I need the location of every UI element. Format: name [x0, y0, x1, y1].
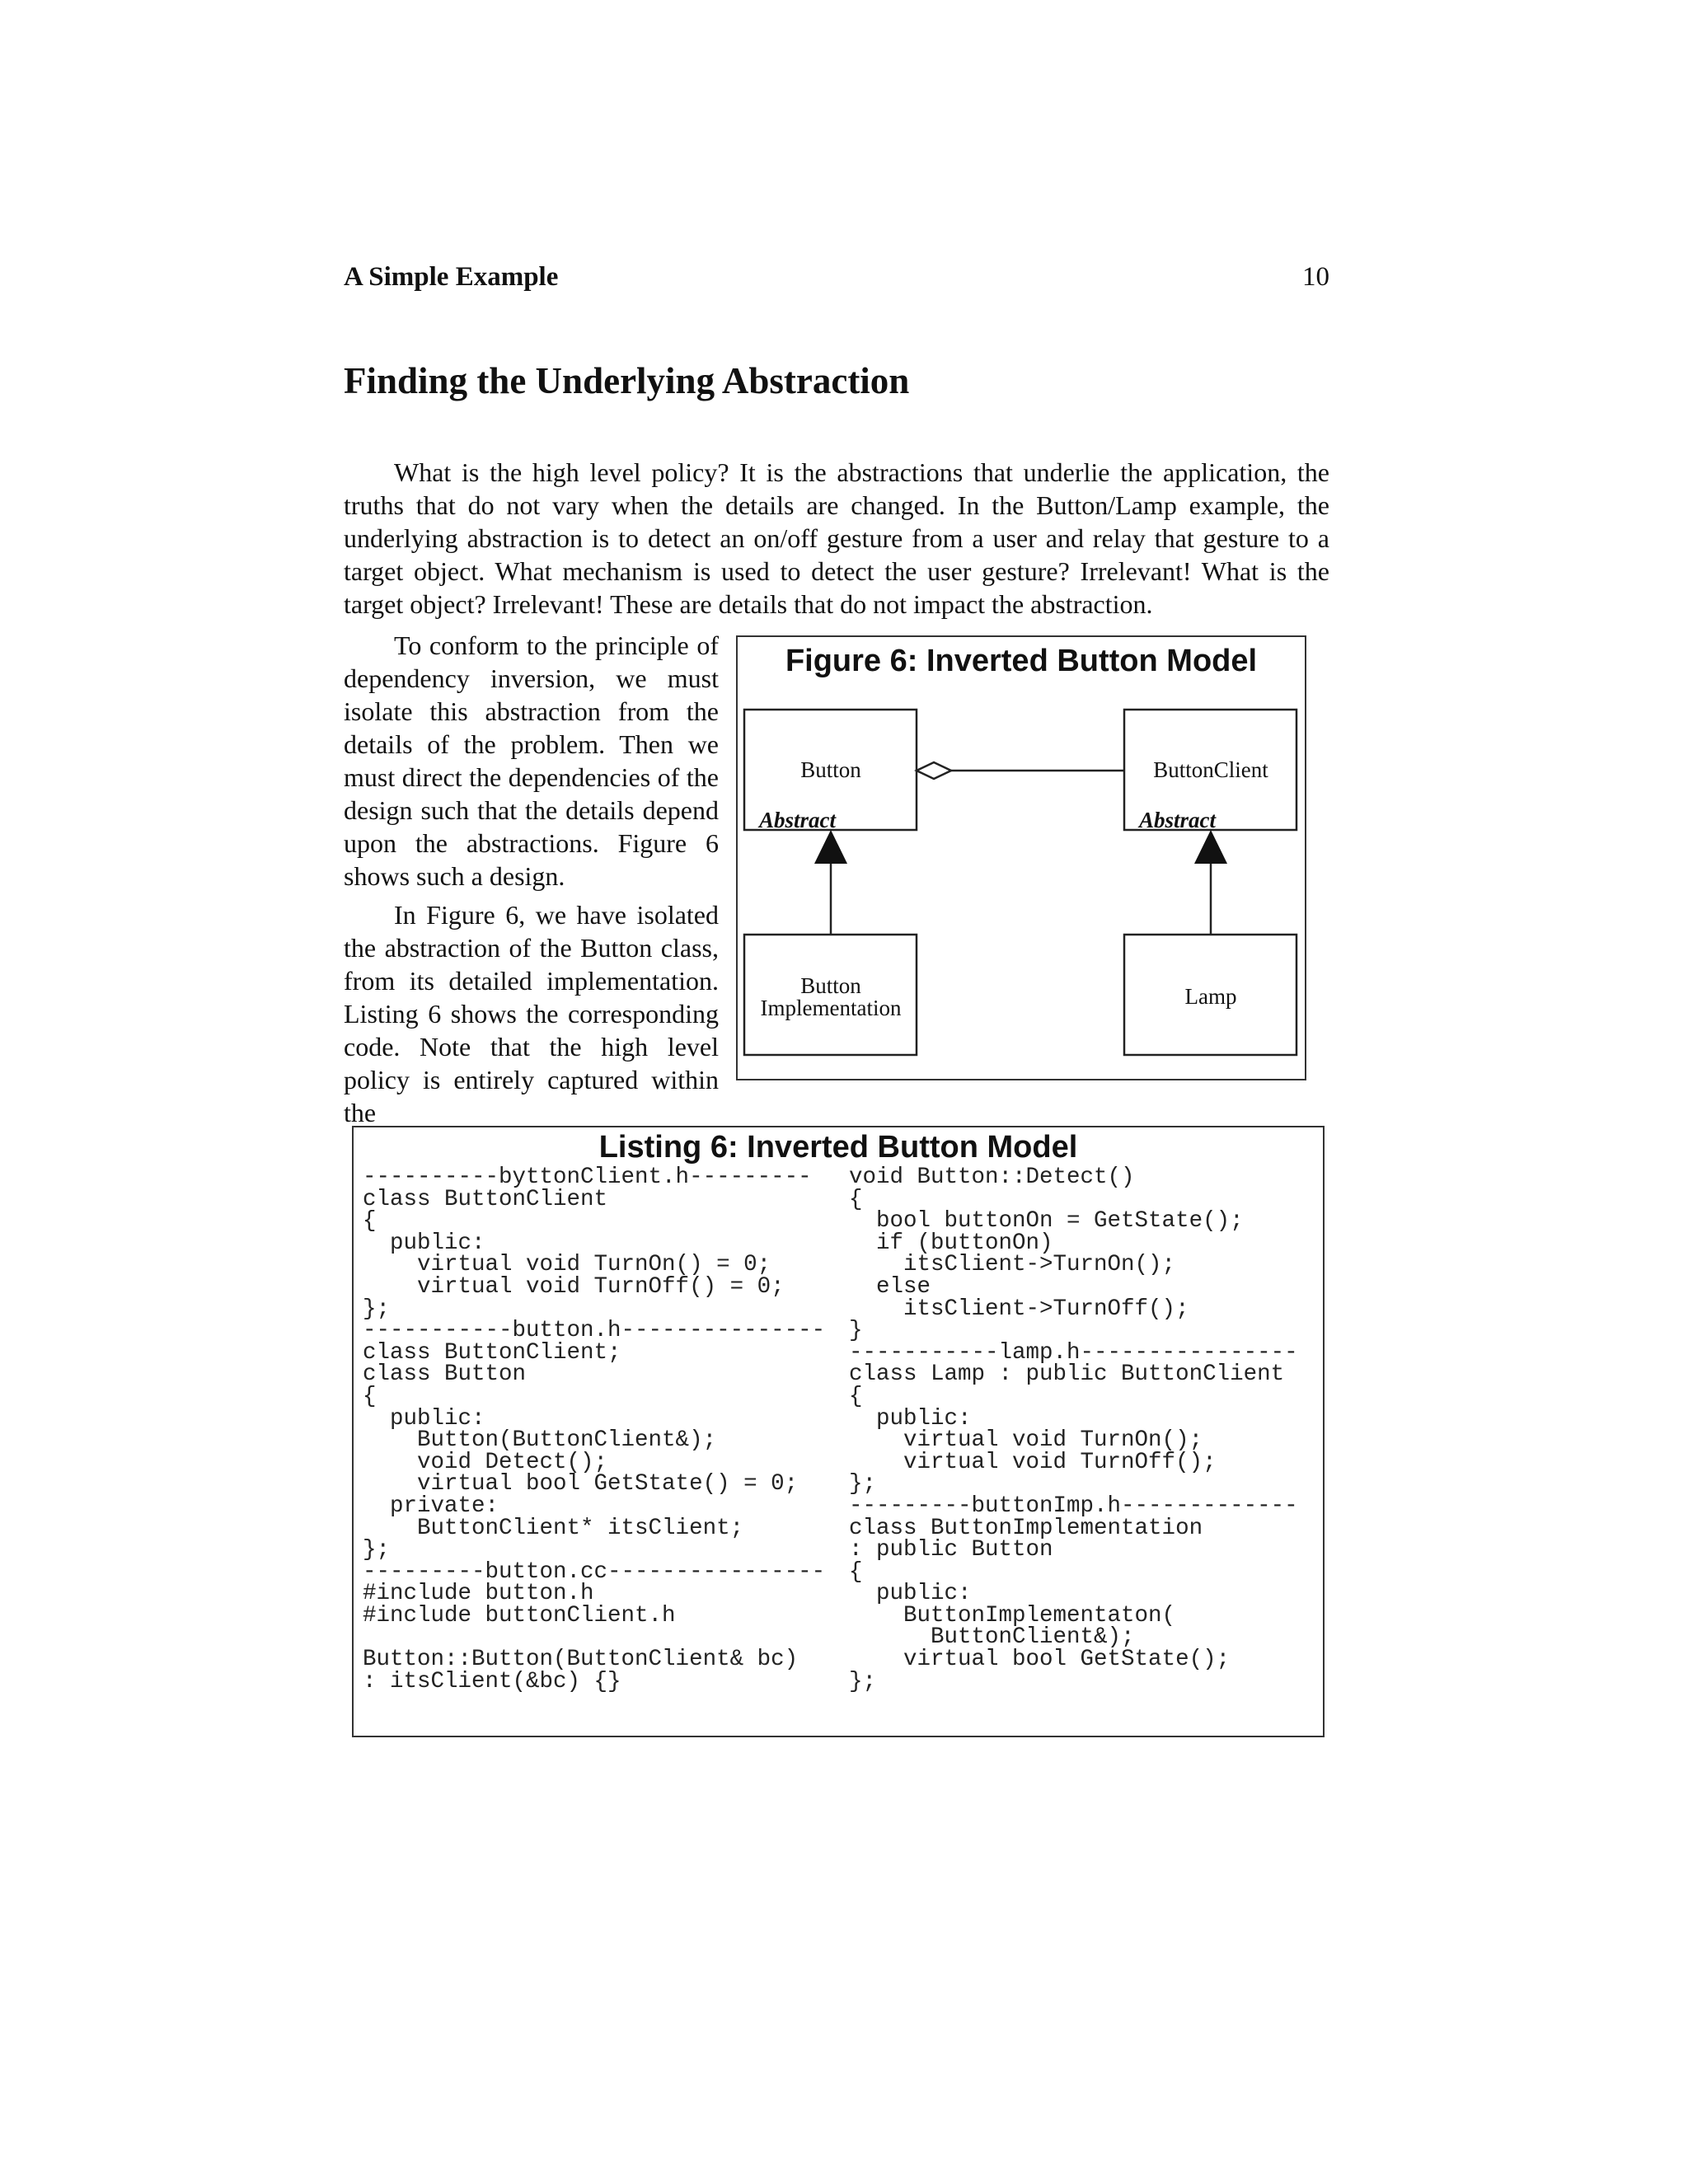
page-number: 10	[1302, 262, 1329, 292]
body-paragraph-3: In Figure 6, we have isolated the abstraction of the Button class, from its detailed implementation. Listing 6 shows the corresponding code. Note that the high level policy is entirely captured within the	[344, 900, 719, 1127]
code-column-right: void Button::Detect() { bool buttonOn = GetState(); if (buttonOn) itsClient->TurnOn(); else itsClient->TurnOff(); } -----------lamp.h---------------- class Lamp : public ButtonClient { public: virtual void TurnOn(); virtual void TurnOff(); }; ---------buttonImp.h------------- class ButtonImplementation : public Button { public: ButtonImplementaton( ButtonClient&); virtual bool GetState(); };	[849, 1165, 1298, 1694]
body-paragraph-1: What is the high level policy? It is the abstractions that underlie the application, the truths that do not vary when the details are changed. In the Button/Lamp example, the underlying abstraction is to detect an on/off gesture from a user and relay that gesture to a target object. What mechanism is used to detect the user gesture? Irrelevant! What is the target object? Irrelevant! These are details that do not impact the abstraction.	[344, 457, 1329, 619]
button-implementation-label-line2: Implementation	[760, 996, 902, 1020]
code-column-left: ----------byttonClient.h--------- class ButtonClient { public: virtual void TurnOn() = 0; virtual void TurnOff() = 0; }; -----------button.h--------------- class ButtonClient; class Button { public: Button(ButtonClient&); void Detect(); virtual bool GetState() = 0; private: ButtonClient* itsClient; }; ---------button.cc---------------- #include button.h #include buttonClient.h Button::Button(ButtonClient& bc) : itsClient(&bc) {}	[363, 1165, 826, 1694]
uml-class-diagram	[738, 637, 1305, 1079]
figure-6-uml-diagram	[736, 635, 1306, 1080]
button-client-class-label: ButtonClient	[1153, 757, 1268, 782]
button-class-label: Button	[800, 757, 861, 782]
inheritance-arrow-icon	[1194, 830, 1227, 864]
abstract-label-button: Abstract	[759, 808, 837, 832]
abstract-label-button-client: Abstract	[1139, 808, 1217, 832]
listing-6-code	[352, 1126, 1325, 1737]
listing-title: Listing 6: Inverted Button Model	[598, 1130, 1078, 1165]
section-heading: Finding the Underlying Abstraction	[344, 360, 910, 401]
running-header	[344, 262, 1329, 298]
figure-title: Figure 6: Inverted Button Model	[785, 644, 1258, 678]
running-header-title: A Simple Example	[344, 262, 559, 292]
button-implementation-label-line1: Button	[800, 973, 861, 998]
inheritance-arrow-icon	[814, 830, 847, 864]
body-paragraph-2: To conform to the principle of dependency inversion, we must isolate this abstraction from the details of the problem. Then we must direct the dependencies of the design such that the details depend upon the abstractions. Figure 6 shows such a design.	[344, 630, 719, 891]
lamp-class-label: Lamp	[1184, 984, 1237, 1009]
aggregation-diamond-icon	[917, 762, 951, 779]
